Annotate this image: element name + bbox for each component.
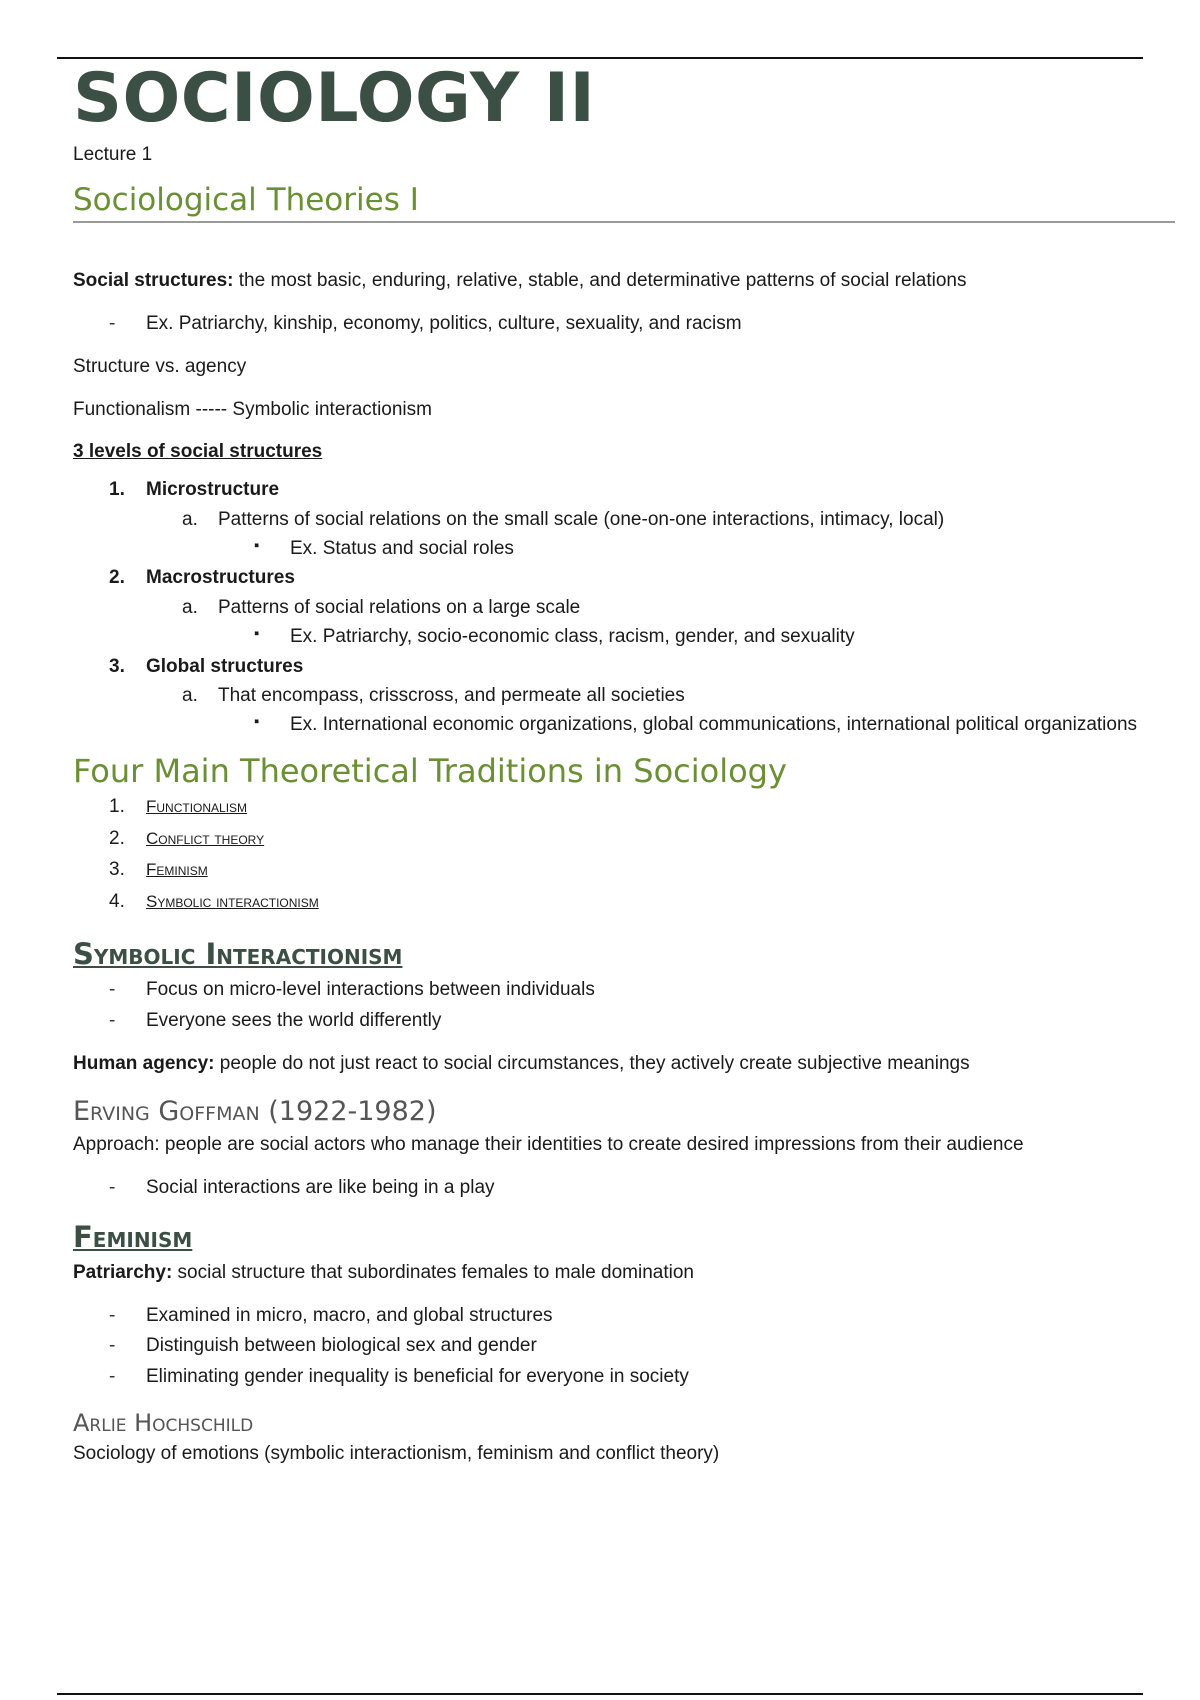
level-sub-item (146, 508, 1163, 561)
tradition-item (73, 890, 1163, 914)
heading-symbolic-interactionism: Symbolic Interactionism (73, 936, 403, 971)
section-heading-theories: Sociological Theories I (73, 181, 1175, 224)
definition-text: the most basic, enduring, relative, stable, and determinative patterns of social relations (233, 270, 967, 292)
list-item: - Examined in micro, macro, and global structures (73, 1304, 1163, 1328)
sub-letter: a. (182, 597, 198, 619)
level-name: Macrostructures (146, 567, 295, 589)
human-agency-definition (73, 1052, 1163, 1076)
tradition-item (73, 827, 1163, 851)
document-page (73, 59, 1163, 1485)
list-item: - Everyone sees the world differently (73, 1009, 1163, 1033)
sub-text: Patterns of social relations on the small scale (one-on-one interactions, intimacy, local) (218, 508, 945, 530)
heading-arlie-hochschild: Arlie Hochschild (73, 1408, 254, 1437)
level-item (73, 566, 1163, 648)
tradition-item (73, 858, 1163, 882)
list-item: - Focus on micro-level interactions between individuals (73, 978, 1163, 1002)
level-name: Global structures (146, 655, 304, 677)
level-sub-item (146, 684, 1163, 737)
level-number: 2. (109, 567, 125, 589)
symbolic-bullets (73, 978, 1163, 1033)
functionalism-symbolic-line: Functionalism ----- Symbolic interactionism (73, 398, 432, 420)
sub-letter: a. (182, 685, 198, 707)
tradition-number: 2. (109, 827, 125, 849)
goffman-bullets (73, 1176, 1163, 1200)
sub-text: That encompass, crisscross, and permeate all societies (218, 685, 685, 707)
level-sub-list (146, 508, 1163, 561)
level-item (73, 478, 1163, 560)
example-bullet: ▪ Ex. Patriarchy, socio-economic class, racism, gender, and sexuality (218, 625, 1163, 649)
feminism-bullets (73, 1304, 1163, 1389)
list-item: - Social interactions are like being in a play (73, 1176, 1163, 1200)
goffman-approach: Approach: people are social actors who manage their identities to create desired impressions from their audience (73, 1134, 1024, 1156)
structure-agency-line: Structure vs. agency (73, 355, 247, 377)
sub-text: Patterns of social relations on a large scale (218, 597, 581, 619)
hochschild-text: Sociology of emotions (symbolic interactionism, feminism and conflict theory) (73, 1442, 720, 1464)
example-bullets (218, 713, 1163, 737)
section-heading-traditions: Four Main Theoretical Traditions in Sociology (73, 751, 787, 790)
definition-term: Social structures: (73, 270, 234, 292)
tradition-number: 1. (109, 795, 125, 817)
list-item: - Distinguish between biological sex and gender (73, 1334, 1163, 1358)
tradition-link-conflict-theory[interactable]: Conflict theory (146, 828, 265, 848)
document-title: SOCIOLOGY II (73, 59, 596, 138)
list-item: - Ex. Patriarchy, kinship, economy, politics, culture, sexuality, and racism (73, 312, 1163, 336)
level-name: Microstructure (146, 479, 280, 501)
example-bullet: ▪ Ex. International economic organizations, global communications, international political organizations (218, 713, 1163, 737)
lecture-label: Lecture 1 (73, 143, 153, 165)
definition-text: social structure that subordinates females to male domination (172, 1261, 694, 1283)
definition-term: Human agency: (73, 1052, 215, 1074)
list-item: - Eliminating gender inequality is beneficial for everyone in society (73, 1365, 1163, 1389)
example-list (73, 312, 1163, 336)
example-bullets (218, 537, 1163, 561)
level-number: 1. (109, 479, 125, 501)
bottom-rule (57, 1693, 1143, 1695)
example-bullet: ▪ Ex. Status and social roles (218, 537, 1163, 561)
heading-feminism: Feminism (73, 1219, 193, 1254)
traditions-list (73, 795, 1163, 914)
tradition-item (73, 795, 1163, 819)
level-number: 3. (109, 655, 125, 677)
levels-list (73, 478, 1163, 737)
level-sub-list (146, 596, 1163, 649)
heading-erving-goffman: Erving Goffman (1922-1982) (73, 1096, 437, 1128)
patriarchy-definition (73, 1261, 1163, 1285)
definition-text: people do not just react to social circumstances, they actively create subjective meanings (214, 1052, 970, 1074)
tradition-number: 3. (109, 859, 125, 881)
definition-term: Patriarchy: (73, 1261, 173, 1283)
tradition-number: 4. (109, 891, 125, 913)
example-bullets (218, 625, 1163, 649)
level-sub-list (146, 684, 1163, 737)
tradition-link-feminism[interactable]: Feminism (146, 860, 208, 880)
tradition-link-symbolic-interactionism[interactable]: Symbolic interactionism (146, 892, 319, 912)
level-item (73, 655, 1163, 737)
level-sub-item (146, 596, 1163, 649)
tradition-link-functionalism[interactable]: Functionalism (146, 796, 248, 816)
sub-letter: a. (182, 508, 198, 530)
levels-heading: 3 levels of social structures (73, 441, 323, 463)
definition-social-structures (73, 269, 1163, 293)
